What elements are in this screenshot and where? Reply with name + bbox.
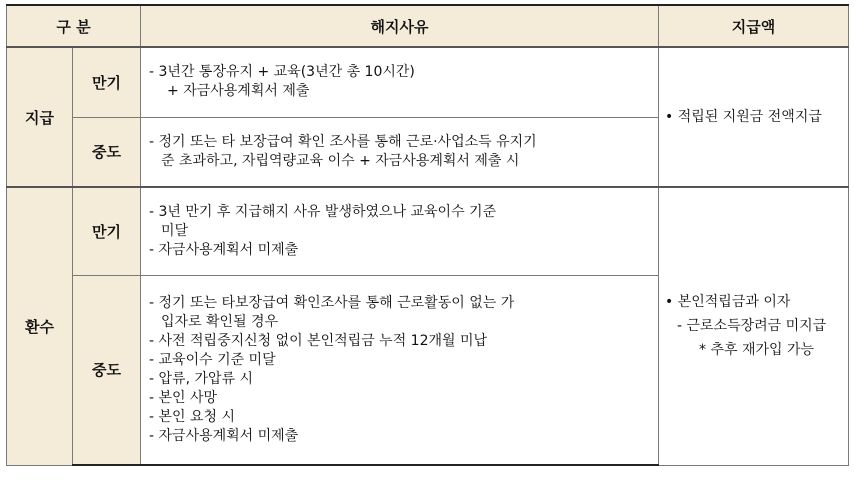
sub-refund-maturity: 만기 [73, 187, 141, 275]
reason-line: - 자금사용계획서 미제출 [149, 241, 299, 258]
reason-line: - 본인 요청 시 [149, 408, 236, 425]
amount-refund [659, 187, 849, 465]
reason-line: - 사전 적립중지신청 없이 본인적립금 누적 12개월 미납 [149, 332, 488, 349]
sub-payment-maturity: 만기 [73, 47, 141, 117]
category-refund: 환수 [7, 187, 73, 465]
reason-line: - 3년 만기 후 지급해지 사유 발생하였으나 교육이수 기준 [149, 203, 497, 220]
amount-line: • 본인적립금과 이자 [665, 294, 791, 311]
amount-payment [659, 47, 849, 187]
reason-line: - 교육이수 기준 미달 [149, 351, 276, 368]
reason-refund-midway [141, 275, 659, 465]
reason-line: 미달 [161, 222, 189, 239]
reason-payment-midway [141, 117, 659, 187]
category-payment: 지급 [7, 47, 73, 187]
reason-refund-maturity [141, 187, 659, 275]
reason-line: - 정기 또는 타보장급여 확인조사를 통해 근로활동이 없는 가 [149, 294, 515, 311]
reason-line: - 압류, 가압류 시 [149, 370, 254, 387]
reason-line: 준 초과하고, 자립역량교육 이수 + 자금사용계획서 제출 시 [161, 152, 520, 169]
amount-line: * 추후 재가입 가능 [699, 342, 815, 359]
header-amount: 지급액 [659, 5, 849, 47]
header-category: 구 분 [7, 5, 141, 47]
reason-line: - 자금사용계획서 미제출 [149, 427, 299, 444]
reason-line: 입자로 확인될 경우 [161, 313, 279, 330]
reason-line: + 자금사용계획서 제출 [167, 83, 310, 100]
sub-refund-midway: 중도 [73, 275, 141, 465]
reason-line: - 본인 사망 [149, 389, 218, 406]
header-reason: 해지사유 [141, 5, 659, 47]
amount-line: - 근로소득장려금 미지급 [677, 318, 827, 335]
sub-payment-midway: 중도 [73, 117, 141, 187]
termination-table [6, 4, 849, 466]
reason-line: - 3년간 통장유지 + 교육(3년간 총 10시간) [149, 64, 415, 81]
reason-line: - 정기 또는 타 보장급여 확인 조사를 통해 근로·사업소득 유지기 [149, 133, 537, 150]
amount-line: • 적립된 지원금 전액지급 [665, 109, 822, 125]
reason-payment-maturity [141, 47, 659, 117]
